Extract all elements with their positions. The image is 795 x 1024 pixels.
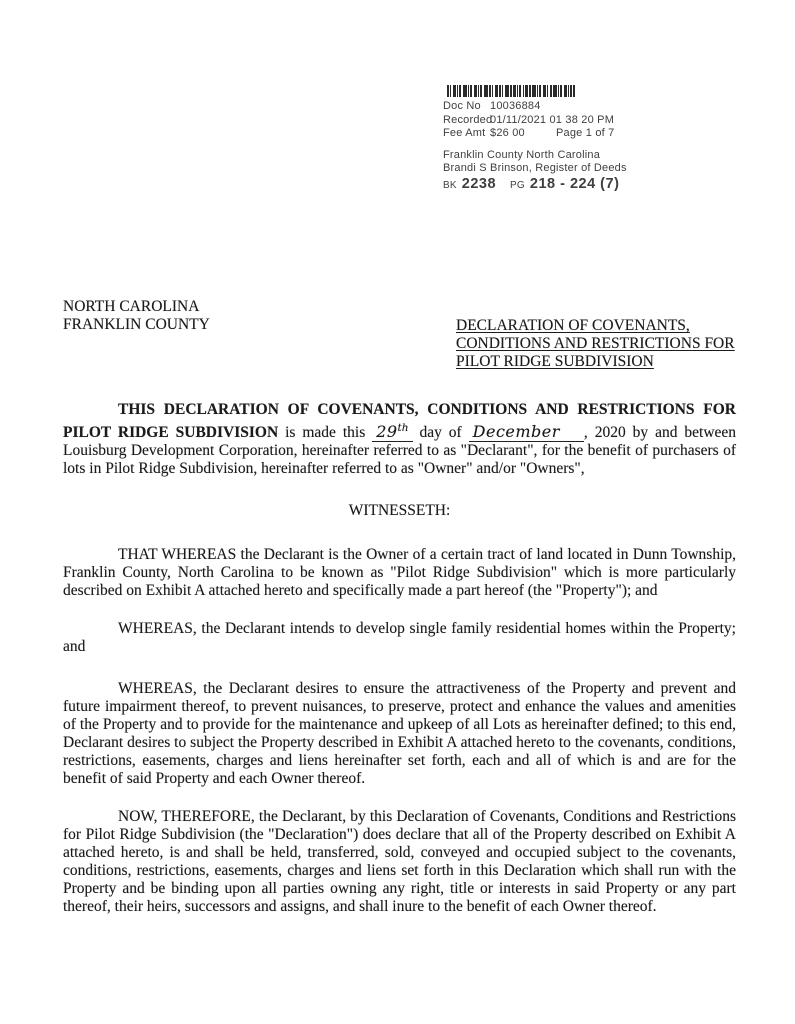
handwritten-day: 29 — [376, 422, 398, 441]
page-label: PG — [510, 179, 525, 191]
fee-value: $26 00 — [490, 127, 525, 139]
handwritten-day-suffix: th — [397, 422, 409, 434]
book-value: 2238 — [461, 175, 497, 192]
book-label: BK — [443, 179, 457, 191]
title-line-2: CONDITIONS AND RESTRICTIONS FOR — [456, 335, 735, 352]
recorded-label: Recorded — [443, 113, 493, 126]
stamp-county-line: Franklin County North Carolina — [443, 148, 601, 161]
page-value: 218 - 224 (7) — [529, 175, 620, 192]
handwritten-month-blank — [469, 424, 584, 442]
state-county-block — [63, 298, 210, 371]
state-line: NORTH CAROLINA — [63, 298, 200, 315]
page-indicator: Page 1 of 7 — [556, 127, 615, 139]
county-line: FRANKLIN COUNTY — [63, 316, 210, 333]
paragraph-3-line-2: and — [63, 638, 86, 655]
title-line-1: DECLARATION OF COVENANTS, — [456, 317, 690, 334]
document-header — [63, 298, 736, 371]
doc-no-value: 10036884 — [490, 100, 541, 112]
recorded-value: 01/11/2021 01 38 20 PM — [490, 113, 615, 126]
paragraph-1-line-1: THIS DECLARATION OF COVENANTS, CONDITIONS AND RESTRICTIONS FOR — [118, 401, 736, 418]
document-title — [456, 317, 736, 371]
paragraph-1-line-2 — [63, 419, 736, 442]
fee-label: Fee Amt — [443, 127, 486, 139]
paragraph-3-line-1: WHEREAS, the Declarant intends to develop single family residential homes within the Property; — [118, 620, 736, 637]
handwritten-day-blank — [372, 424, 412, 442]
title-line-3: PILOT RIDGE SUBDIVISION — [456, 353, 654, 370]
subdivision-name-bold: PILOT RIDGE SUBDIVISION — [63, 424, 279, 441]
document-content — [63, 0, 736, 916]
p1-year-between: , 2020 by and between — [583, 424, 737, 441]
stamp-register-line: Brandi S Brinson, Register of Deeds — [443, 162, 627, 174]
p1-day-of: day of — [419, 424, 462, 441]
paragraph-4: WHEREAS, the Declarant desires to ensure the attractiveness of the Property and prevent and future impairment thereof, to prevent nuisances, to preserve, protect and enhance the values and amenities of the Property and to provide for the maintenance and upkeep of all Lots as hereinafter defined; to this end, Declarant desires to subject the Property described in Exhibit A attached hereto to the covenants, conditions, restrictions, easements, charges and liens hereinafter set forth, each and all of which is and are for the benefit of said Property and each Owner thereof. — [63, 680, 736, 787]
doc-no-label: Doc No — [443, 100, 481, 112]
handwritten-month: December — [472, 422, 560, 441]
paragraph-1-rest: Louisburg Development Corporation, hereinafter referred to as "Declarant", for the benefit of purchasers of lots in Pilot Ridge Subdivision, hereinafter referred to as "Owner" and/or "Owners", — [63, 442, 736, 477]
paragraph-2: THAT WHEREAS the Declarant is the Owner of a certain tract of land located in Dunn Township, Franklin County, North Carolina to be known as "Pilot Ridge Subdivision" which is more particularly described on Exhibit A attached hereto and specifically made a part hereof (the "Property"); and — [63, 546, 736, 599]
paragraph-5: NOW, THEREFORE, the Declarant, by this Declaration of Covenants, Conditions and Restrictions for Pilot Ridge Subdivision (the "Declaration") does declare that all of the Property described on Exhibit A attached hereto, is and shall be held, transferred, sold, conveyed and occupied subject to the covenants, conditions, restrictions, easements, charges and liens set forth in this Declaration which shall run with the Property and be binding upon all parties owning any right, title or interests in said Property or any part thereof, their heirs, successors and assigns, and shall inure to the benefit of each Owner thereof. — [63, 808, 736, 915]
witnesseth-heading: WITNESSETH: — [348, 502, 451, 519]
p1-made-this: is made this — [285, 424, 366, 441]
